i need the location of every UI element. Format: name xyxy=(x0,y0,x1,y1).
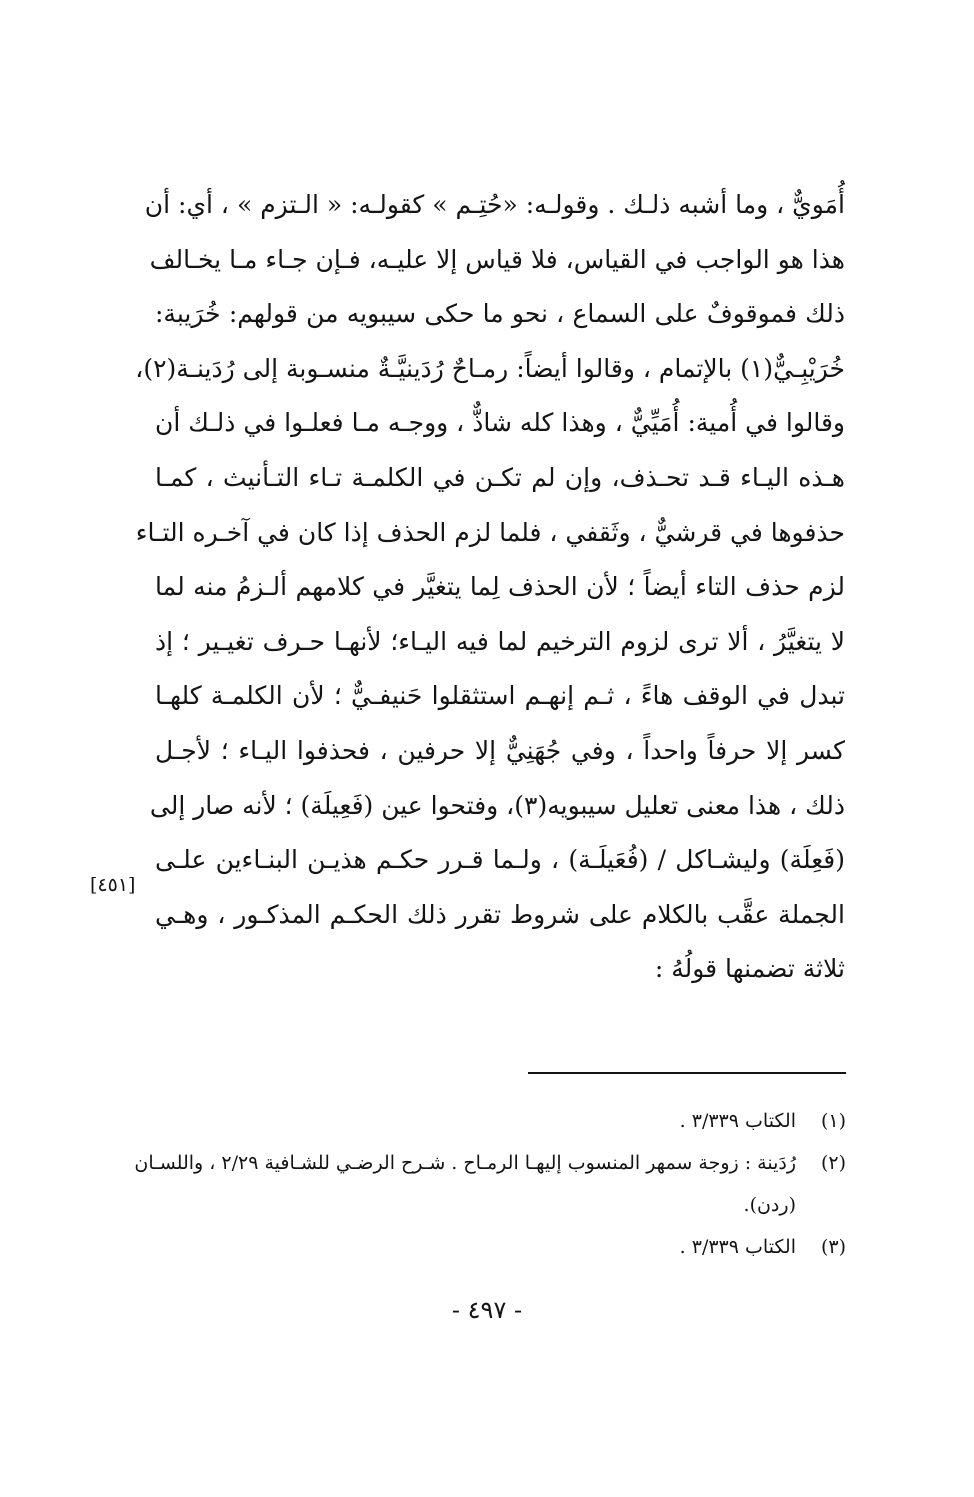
footnote-item xyxy=(152,1226,846,1268)
text-line: هذا هو الواجب في القياس، فلا قياس إلا عليـه، فـإن جـاء مـا يخـالف xyxy=(149,244,845,274)
text-line: لزم حذف التاء أيضاً ؛ لأن الحذف لِما يتغيَّر في كلامهم ألـزمُ منه لما xyxy=(155,572,845,602)
page-number: - ٤٩٧ - xyxy=(451,1296,523,1324)
text-line: كسر إلا حرفاً واحداً ، وفي جُهَنِيٌّ إلا حرفين ، فحذفوا اليـاء ؛ لأجـل xyxy=(155,735,845,765)
text-line: أُمَويٌّ ، وما أشبه ذلـك . وقولـه: «حُتِـم » كقولـه: « الـتزم » ، أي: أن xyxy=(144,190,845,219)
footnote-number: (٢) xyxy=(820,1152,846,1174)
text-line: هـذه اليـاء قـد تحـذف، وإن لم تكـن في الكلمـة تـاء التـأنيث ، كمـا xyxy=(155,462,845,492)
footnote-text: الكتاب ٣/٣٣٩ . xyxy=(679,1110,796,1132)
footnotes-block xyxy=(134,1100,846,1268)
text-line: تبدل في الوقف هاءً ، ثـم إنهـم استثقلوا حَنيفـيٌّ ؛ لأن الكلمـة كلهـا xyxy=(155,681,845,711)
text-line: الجملة عقَّب بالكلام على شروط تقرر ذلك الحكـم المذكـور ، وهـي xyxy=(155,899,845,929)
text-line: حذفوها في قرشيٌّ ، وثَقفي ، فلما لزم الحذف إذا كان في آخـره التـاء xyxy=(135,517,845,547)
text-line: ثلاثة تضمنها قولُهُ : xyxy=(654,954,845,984)
text-line: خُرَيْبِـيٌّ(١) بالإتمام ، وقالوا أيضاً: رمـاحٌ رُدَينيَّـةٌ منسـوبة إلى رُدَينـة(٢)، xyxy=(135,353,845,383)
footnote-continuation: (ردن). xyxy=(743,1194,796,1216)
footnote-text: رُدَينة : زوجة سمهر المنسوب إليهـا الرمـاح . شـرح الرضـي للشـافية ٢/٢٩ ، واللسـان xyxy=(134,1152,796,1174)
footnote-separator xyxy=(528,1072,846,1074)
main-text-block xyxy=(135,178,845,997)
footnote-text: الكتاب ٣/٣٣٩ . xyxy=(679,1236,796,1258)
text-line: ذلك فموقوفٌ على السماع ، نحو ما حكى سيبويه من قولهم: خُرَيبة: xyxy=(155,299,845,329)
text-line: وقالوا في أُمية: أُمَيِّيٌّ ، وهذا كله شاذٌّ ، ووجـه مـا فعلـوا في ذلـك أن xyxy=(155,408,845,438)
footnote-number: (٣) xyxy=(820,1236,846,1258)
footnote-item xyxy=(134,1142,846,1184)
text-line: لا يتغيَّرُ ، ألا ترى لزوم الترخيم لما فيه اليـاء؛ لأنهـا حـرف تغيـير ؛ إذ xyxy=(155,626,845,656)
text-line: ذلك ، هذا معنى تعليل سيبويه(٣)، وفتحوا عين (فَعِيلَة) ؛ لأنه صار إلى xyxy=(149,790,845,820)
footnote-number: (١) xyxy=(820,1110,846,1132)
manuscript-folio-reference: [٤٥١] xyxy=(90,874,136,896)
footnote-item xyxy=(152,1100,846,1142)
text-line: (فَعِلَة) وليشـاكل / (فُعَيلَـة) ، ولـما قـرر حكـم هذيـن البنـاءين علـى xyxy=(155,845,845,875)
